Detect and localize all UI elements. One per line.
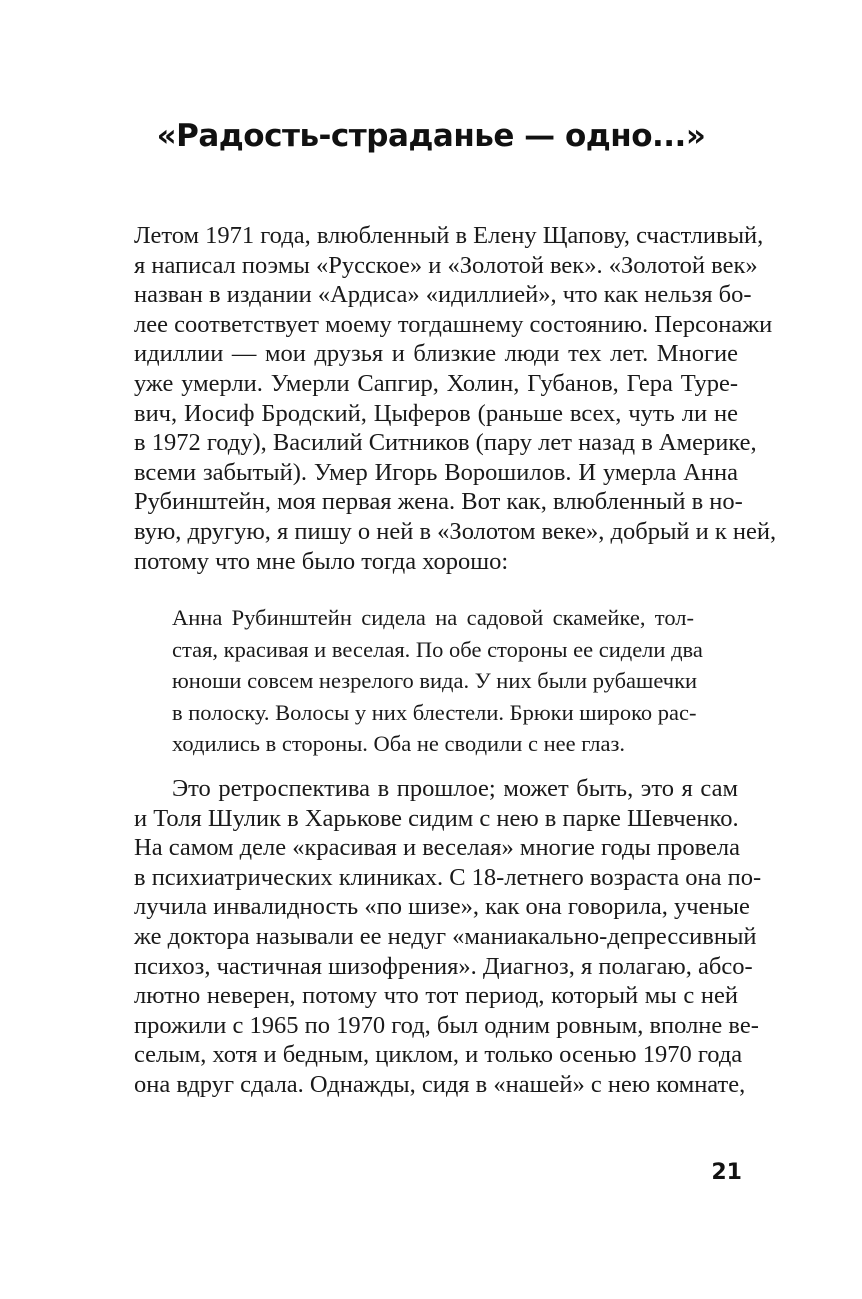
quote-line: Анна Рубинштейн сидела на садовой скамейке, тол-	[172, 605, 694, 630]
text-line: вич, Иосиф Бродский, Цыферов (раньше всех, чуть ли не	[134, 399, 738, 427]
text-line: идиллии — мои друзья и близкие люди тех лет. Многие	[134, 340, 738, 368]
text-line: лее соответствует моему тогдашнему состоянию. Персонажи	[134, 310, 773, 338]
block-quote	[172, 602, 703, 760]
quote-line: ходились в стороны. Оба не сводили с нее глаз.	[172, 731, 626, 756]
text-line: назван в издании «Ардиса» «идиллией», что как нельзя бо-	[134, 281, 752, 309]
text-line: психоз, частичная шизофрения». Диагноз, я полагаю, абсо-	[134, 952, 753, 980]
text-line: селым, хотя и бедным, циклом, и только осенью 1970 года	[134, 1041, 743, 1069]
quote-line: юноши совсем незрелого вида. У них были рубашечки	[172, 668, 698, 693]
text-line: потому что мне было тогда хорошо:	[134, 547, 509, 575]
text-line: Летом 1971 года, влюбленный в Елену Щапову, счастливый,	[134, 222, 764, 249]
text-line: лютно неверен, потому что тот период, который мы с ней	[134, 982, 738, 1010]
text-line: Рубинштейн, моя первая жена. Вот как, влюбленный в но-	[134, 488, 743, 516]
text-line: же доктора называли ее недуг «маниакально-депрессивный	[134, 922, 757, 950]
text-line: прожили с 1965 по 1970 год, был одним ровным, вполне ве-	[134, 1011, 759, 1039]
page-number: 21	[711, 1160, 742, 1185]
text-line: и Толя Шулик в Харькове сидим с нею в парке Шевченко.	[134, 804, 739, 832]
text-line: в 1972 году), Василий Ситников (пару лет назад в Америке,	[134, 429, 757, 457]
text-line: вую, другую, я пишу о ней в «Золотом веке», добрый и к ней,	[134, 517, 777, 545]
quote-line: стая, красивая и веселая. По обе стороны ее сидели два	[172, 636, 703, 662]
text-line: На самом деле «красивая и веселая» многие годы провела	[134, 834, 741, 862]
paragraph-2	[134, 774, 762, 1100]
text-line: я написал поэмы «Русское» и «Золотой век». «Золотой век»	[134, 251, 758, 279]
text-line: уже умерли. Умерли Сапгир, Холин, Губанов, Гера Туре-	[134, 369, 738, 397]
paragraph-1	[134, 221, 777, 576]
text-line: в психиатрических клиниках. С 18-летнего возраста она по-	[134, 863, 762, 891]
text-line: лучила инвалидность «по шизе», как она говорила, ученые	[134, 893, 750, 921]
text-line: Это ретроспектива в прошлое; может быть, это я сам	[172, 775, 738, 802]
chapter-title: «Радость-страданье — одно...»	[156, 118, 706, 154]
text-line: она вдруг сдала. Однажды, сидя в «нашей» с нею комнате,	[134, 1070, 746, 1098]
text-line: всеми забытый). Умер Игорь Ворошилов. И умерла Анна	[134, 458, 738, 486]
quote-line: в полоску. Волосы у них блестели. Брюки широко рас-	[172, 699, 697, 725]
